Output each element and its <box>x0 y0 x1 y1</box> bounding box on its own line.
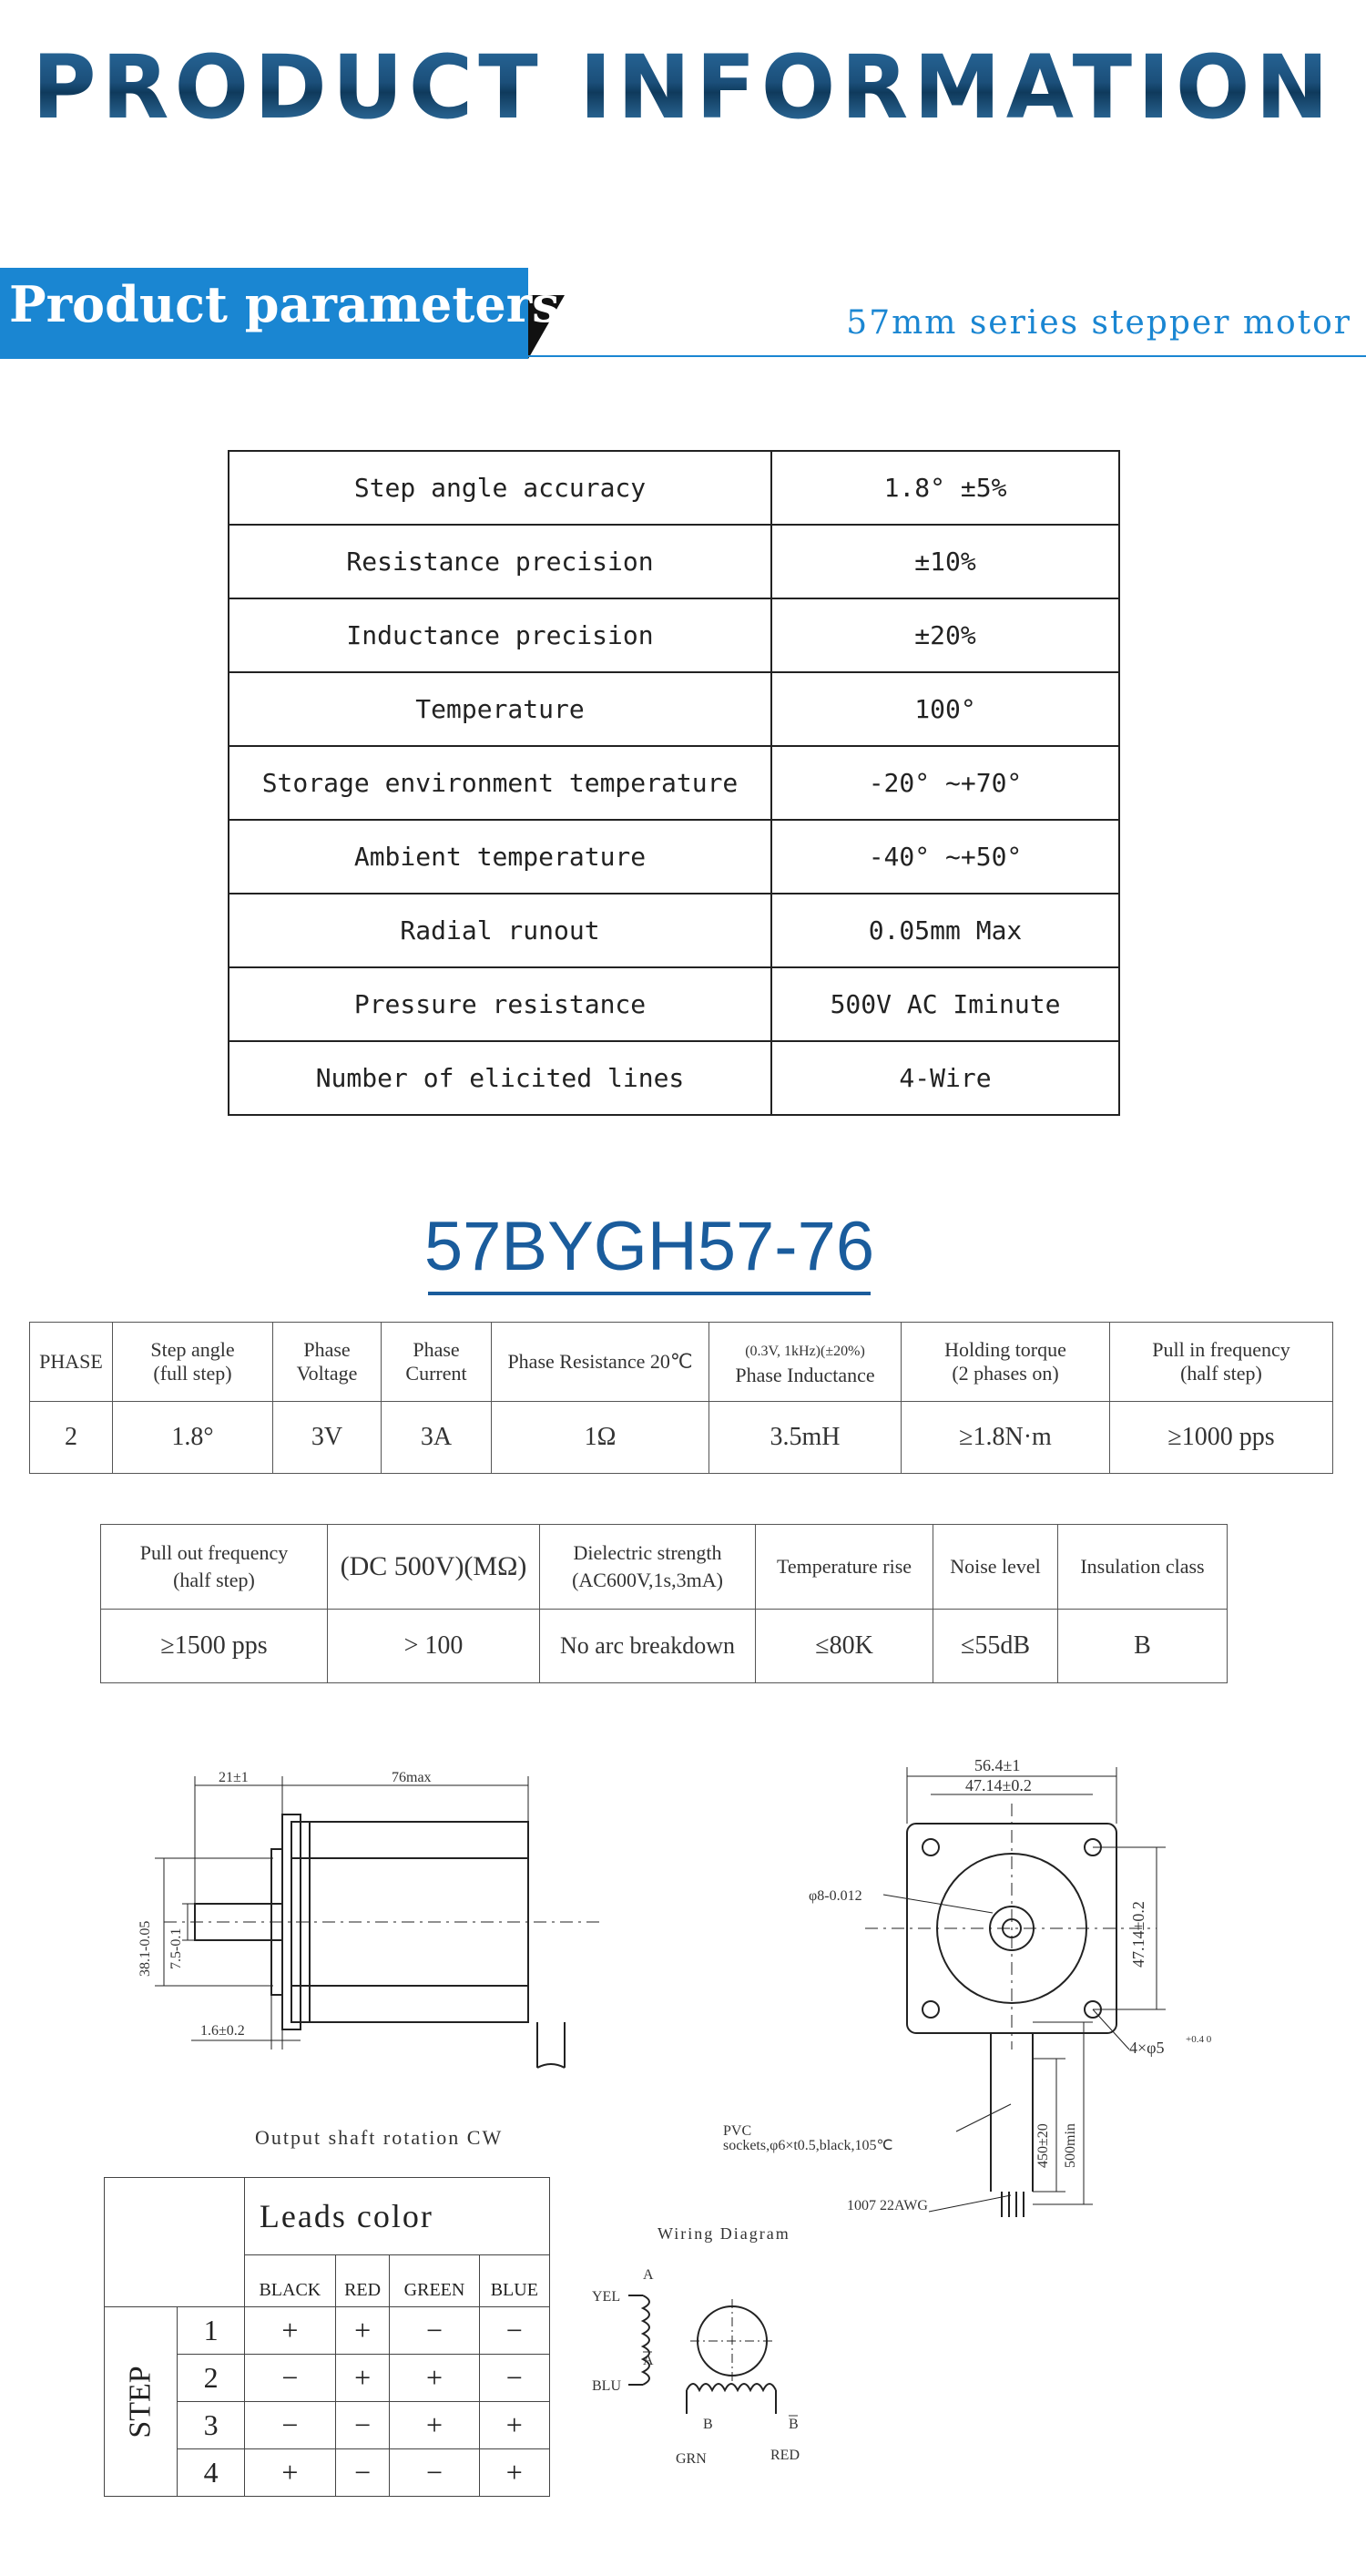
sign-cell: + <box>479 2449 549 2497</box>
value-insulation-class: B <box>1058 1610 1228 1683</box>
table-row <box>229 746 1119 820</box>
param-value: ±20% <box>771 598 1119 672</box>
spec-table-2 <box>100 1524 1228 1683</box>
table-header-row <box>30 1323 1333 1402</box>
param-value: -20° ~+70° <box>771 746 1119 820</box>
value-pull-out: ≥1500 pps <box>101 1610 328 1683</box>
terminal-b-bar: B <box>789 2417 799 2432</box>
table-row <box>105 2307 550 2355</box>
table-header-row <box>101 1525 1228 1610</box>
wiring-title: Wiring Diagram <box>658 2224 790 2243</box>
step-label: STEP <box>105 2307 178 2497</box>
section-divider <box>0 355 1366 357</box>
table-row <box>229 820 1119 894</box>
param-value: 500V AC Iminute <box>771 967 1119 1041</box>
sign-cell: − <box>479 2355 549 2402</box>
table-row <box>229 525 1119 598</box>
wiring-diagram <box>592 2259 829 2496</box>
param-value: 0.05mm Max <box>771 894 1119 967</box>
header-holding-torque: Holding torque (2 phases on) <box>902 1323 1110 1402</box>
dim-lead-length: 450±20 <box>1035 2123 1051 2168</box>
dim-lead-min: 500min <box>1063 2123 1078 2168</box>
leads-title: Leads color <box>244 2178 549 2255</box>
shaft-rotation-caption: Output shaft rotation CW <box>255 2126 504 2149</box>
side-view-drawing <box>109 1767 619 2077</box>
value-dielectric: No arc breakdown <box>540 1610 756 1683</box>
param-name: Pressure resistance <box>229 967 771 1041</box>
terminal-a: A <box>643 2267 654 2283</box>
motor-shaft <box>195 1904 282 1940</box>
wire-note: 1007 22AWG <box>847 2198 928 2213</box>
header-temp-rise: Temperature rise <box>756 1525 933 1610</box>
sign-cell: + <box>244 2307 335 2355</box>
color-header: BLACK <box>244 2255 335 2307</box>
param-name: Storage environment temperature <box>229 746 771 820</box>
coil-b <box>687 2384 776 2390</box>
header-step-angle: Step angle (full step) <box>113 1323 273 1402</box>
color-header: BLUE <box>479 2255 549 2307</box>
table-row <box>101 1610 1228 1683</box>
table-row <box>30 1402 1333 1474</box>
color-header: GREEN <box>390 2255 479 2307</box>
dim-square: 56.4±1 <box>974 1756 1021 1774</box>
param-name: Number of elicited lines <box>229 1041 771 1115</box>
param-value: 4-Wire <box>771 1041 1119 1115</box>
step-number: 3 <box>178 2402 245 2449</box>
dim-pilot-depth: 1.6±0.2 <box>200 2023 245 2039</box>
dim-shaft-dia: φ8-0.012 <box>809 1888 862 1904</box>
page-title: PRODUCT INFORMATION <box>0 36 1366 138</box>
param-name: Inductance precision <box>229 598 771 672</box>
value-phase-current: 3A <box>382 1402 492 1474</box>
header-phase-resistance: Phase Resistance 20℃ <box>492 1323 709 1402</box>
dim-shaft-flat: 7.5-0.1 <box>168 1927 184 1969</box>
sign-cell: + <box>335 2307 390 2355</box>
value-phase: 2 <box>30 1402 113 1474</box>
param-name: Step angle accuracy <box>229 451 771 525</box>
header-phase: PHASE <box>30 1323 113 1402</box>
sign-cell: + <box>335 2355 390 2402</box>
value-phase-voltage: 3V <box>273 1402 382 1474</box>
step-number: 4 <box>178 2449 245 2497</box>
terminal-a-bar: A <box>643 2353 654 2368</box>
value-holding-torque: ≥1.8N·m <box>902 1402 1110 1474</box>
dim-mount-tol: +0.4 0 <box>1186 2034 1212 2045</box>
dim-hole-spacing-v: 47.14±0.2 <box>1129 1901 1147 1968</box>
step-number: 1 <box>178 2307 245 2355</box>
wire-red: RED <box>770 2448 800 2463</box>
sign-cell: + <box>390 2402 479 2449</box>
value-pull-in: ≥1000 pps <box>1110 1402 1333 1474</box>
param-name: Radial runout <box>229 894 771 967</box>
header-phase-current: Phase Current <box>382 1323 492 1402</box>
wire-yel: YEL <box>592 2289 621 2305</box>
pvc-label: PVC <box>723 2123 752 2139</box>
table-row <box>229 1041 1119 1115</box>
param-name: Temperature <box>229 672 771 746</box>
dim-body-length: 76max <box>392 1770 432 1785</box>
table-row <box>229 672 1119 746</box>
value-phase-resistance: 1Ω <box>492 1402 709 1474</box>
dim-hole-spacing-h: 47.14±0.2 <box>965 1776 1032 1794</box>
header-phase-inductance: (0.3V, 1kHz)(±20%) Phase Inductance <box>709 1323 902 1402</box>
table-row <box>229 894 1119 967</box>
sign-cell: + <box>390 2355 479 2402</box>
sign-cell: − <box>335 2402 390 2449</box>
dim-mount-holes: 4×φ5 <box>1129 2039 1165 2057</box>
step-number: 2 <box>178 2355 245 2402</box>
spec-table-1 <box>29 1322 1333 1474</box>
model-underline <box>428 1292 871 1295</box>
header-pull-in: Pull in frequency (half step) <box>1110 1323 1333 1402</box>
header-pull-out: Pull out frequency (half step) <box>101 1525 328 1610</box>
value-phase-inductance: 3.5mH <box>709 1402 902 1474</box>
param-value: 100° <box>771 672 1119 746</box>
dim-pilot-dia: 38.1-0.05 <box>138 1920 153 1977</box>
table-row <box>229 598 1119 672</box>
value-noise: ≤55dB <box>933 1610 1058 1683</box>
header-insulation-resistance: (DC 500V)(MΩ) <box>328 1525 540 1610</box>
coil-a <box>643 2295 649 2385</box>
wire-grn: GRN <box>676 2451 707 2467</box>
parameters-table <box>228 450 1120 1116</box>
pvc-note: sockets,φ6×t0.5,black,105℃ <box>723 2138 893 2153</box>
param-name: Resistance precision <box>229 525 771 598</box>
value-temp-rise: ≤80K <box>756 1610 933 1683</box>
sign-cell: − <box>335 2449 390 2497</box>
header-insulation-class: Insulation class <box>1058 1525 1228 1610</box>
section-subtitle: 57mm series stepper motor <box>846 304 1351 342</box>
front-view-drawing <box>701 1749 1266 2223</box>
param-value: -40° ~+50° <box>771 820 1119 894</box>
param-value: ±10% <box>771 525 1119 598</box>
param-value: 1.8° ±5% <box>771 451 1119 525</box>
table-row <box>229 451 1119 525</box>
header-dielectric: Dielectric strength (AC600V,1s,3mA) <box>540 1525 756 1610</box>
table-header-row <box>105 2178 550 2255</box>
sign-cell: − <box>390 2307 479 2355</box>
model-title: 57BYGH57-76 <box>423 1208 875 1285</box>
value-step-angle: 1.8° <box>113 1402 273 1474</box>
sign-cell: − <box>244 2402 335 2449</box>
param-name: Ambient temperature <box>229 820 771 894</box>
table-row <box>229 967 1119 1041</box>
dim-shaft-length: 21±1 <box>219 1770 249 1785</box>
sign-cell: − <box>479 2307 549 2355</box>
section-label: Product parameters <box>9 275 560 333</box>
sign-cell: − <box>244 2355 335 2402</box>
sign-cell: + <box>479 2402 549 2449</box>
sign-cell: − <box>390 2449 479 2497</box>
terminal-b: B <box>703 2417 713 2432</box>
header-phase-voltage: Phase Voltage <box>273 1323 382 1402</box>
color-header: RED <box>335 2255 390 2307</box>
wire-blu: BLU <box>592 2378 621 2394</box>
value-insulation-resistance: > 100 <box>328 1610 540 1683</box>
leads-color-table <box>104 2177 550 2497</box>
sign-cell: + <box>244 2449 335 2497</box>
header-noise: Noise level <box>933 1525 1058 1610</box>
